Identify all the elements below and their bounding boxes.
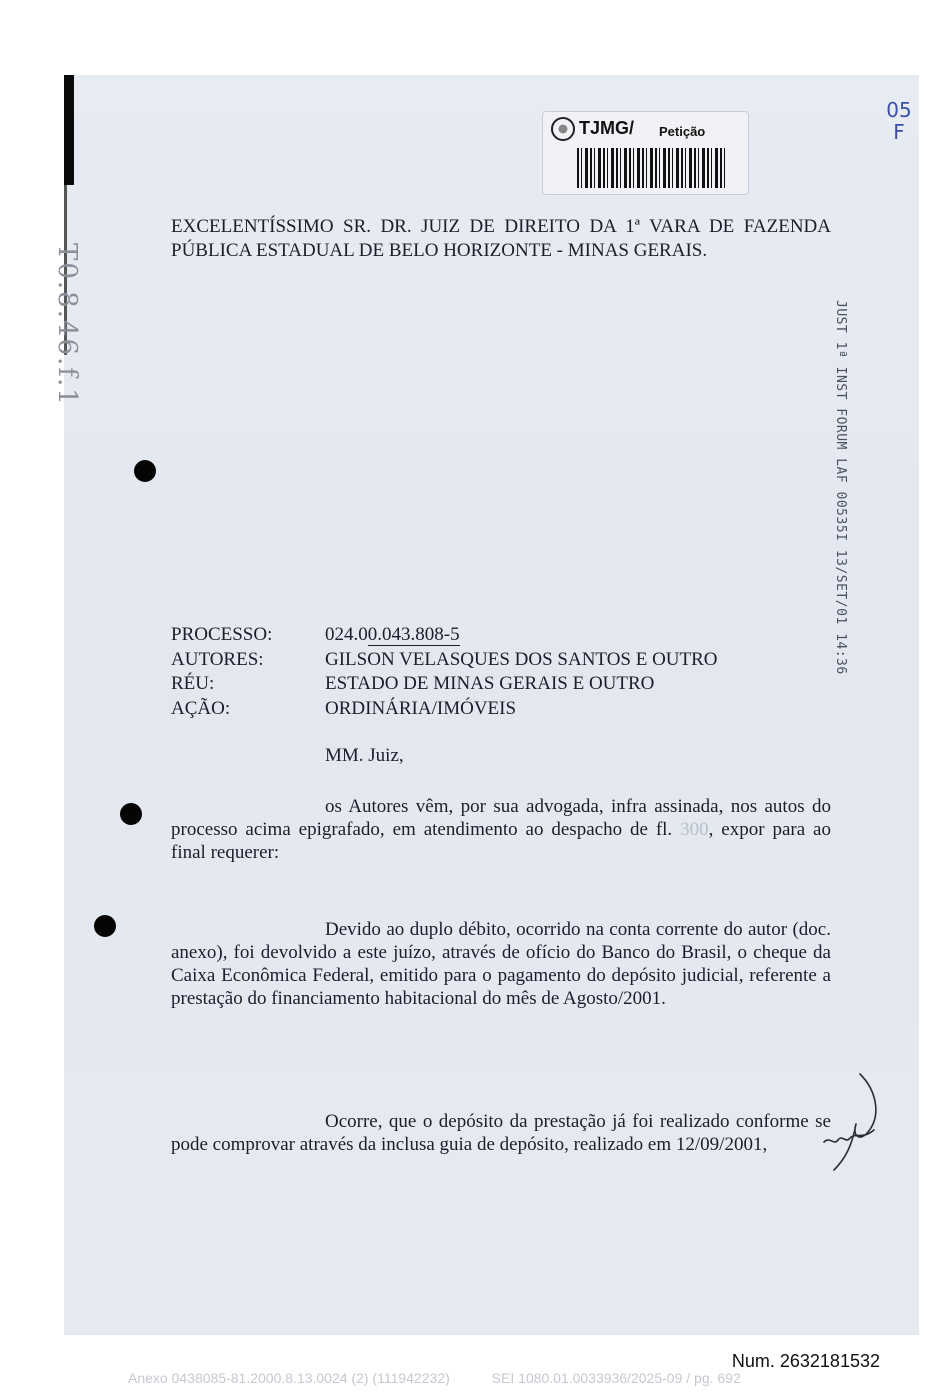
paragraph-3: Ocorre, que o depósito da prestação já foi realizado conforme se pode comprovar através da inclusa guia de depósito, realizado em 12/09/2001, — [171, 1111, 831, 1155]
punch-hole-mark — [120, 803, 142, 825]
processo-number-prefix: 024.0 — [325, 624, 368, 645]
punch-hole-mark — [134, 460, 156, 482]
scan-edge-shadow — [64, 75, 74, 185]
footer-reference — [128, 1370, 828, 1386]
protocol-side-stamp: JUST 1ª INST FORUM LAF 00535I 13/SET/01 14:36 — [833, 300, 848, 675]
field-row-processo — [171, 623, 831, 648]
barcode — [577, 148, 727, 188]
field-value — [325, 623, 831, 648]
handwritten-page-number — [879, 99, 919, 143]
footer-ref-annex: Anexo 0438085-81.2000.8.13.0024 (2) (111942232) — [128, 1370, 450, 1386]
document-addressee-header: EXCELENTÍSSIMO SR. DR. JUIZ DE DIREITO DA 1ª VARA DE FAZENDA PÚBLICA ESTADUAL DE BELO HORIZONTE - MINAS GERAIS. — [171, 216, 831, 261]
document-number: Num. 2632181532 — [731, 1351, 880, 1371]
scanned-page — [52, 75, 919, 1335]
field-label: AÇÃO: — [171, 697, 231, 719]
stamp-title: TJMG/ — [579, 118, 635, 138]
processo-number-underlined: 0.043.808-5 — [367, 624, 460, 645]
handwritten-signature — [816, 1070, 886, 1180]
field-row-reu — [171, 672, 831, 697]
salutation: MM. Juiz, — [325, 745, 404, 766]
field-label: AUTORES: — [171, 648, 264, 670]
punch-hole-mark — [94, 915, 116, 937]
page-number-top: 05 — [886, 98, 912, 122]
field-row-autores — [171, 648, 831, 673]
paragraph-2: Devido ao duplo débito, ocorrido na conta corrente do autor (doc. anexo), foi devolvido a este juízo, através de ofício do Banco do Brasil, o cheque da Caixa Econômica Federal, emitido para o pagamento do depósito judicial, referente a prestação do financiamento habitacional do mês de Agosto/2001. — [171, 919, 831, 1009]
field-label: PROCESSO: — [171, 624, 273, 645]
tjmg-protocol-stamp — [542, 111, 749, 195]
field-row-acao — [171, 697, 831, 722]
field-value: GILSON VELASQUES DOS SANTOS E OUTRO — [325, 648, 718, 670]
paragraph-1-end: , expor para ao final requerer: — [171, 819, 831, 863]
handwritten-margin-note: T0.8.46.f.1 — [52, 243, 82, 407]
paragraph-1 — [171, 795, 831, 864]
court-seal-icon — [551, 117, 575, 141]
footer-ref-sei: SEI 1080.01.0033936/2025-09 / pg. 692 — [491, 1370, 741, 1386]
field-value: ORDINÁRIA/IMÓVEIS — [325, 697, 517, 719]
paragraph-1-text: os Autores vêm, por sua advogada, infra assinada, nos autos do processo acima epigrafado, em atendimento ao despacho de fl. — [171, 796, 831, 840]
field-label: RÉU: — [171, 673, 215, 694]
page-number-bottom: F — [893, 120, 905, 144]
smudged-page-ref: 300 — [680, 819, 709, 840]
stamp-subtitle: Petição — [659, 124, 706, 139]
field-value: ESTADO DE MINAS GERAIS E OUTRO — [325, 673, 655, 694]
case-info-block — [171, 623, 831, 721]
